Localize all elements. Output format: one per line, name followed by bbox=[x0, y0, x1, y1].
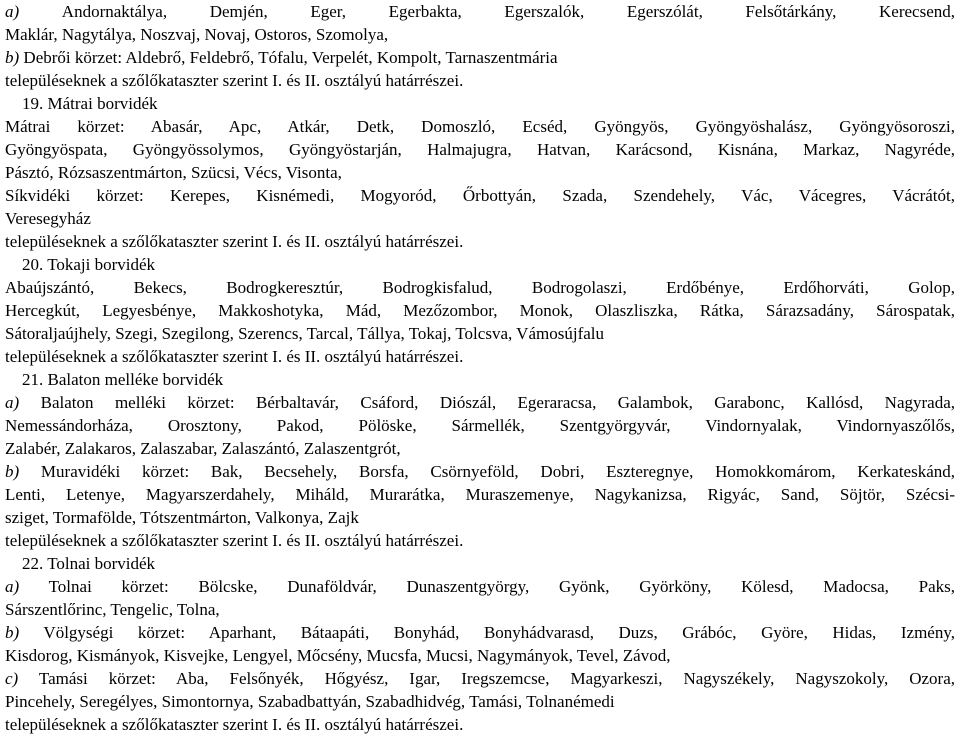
text-line: településeknek a szőlőkataszter szerint I. és II. osztályú határrészei. bbox=[5, 71, 464, 90]
text-line: Sárszentlőrinc, Tengelic, Tolna, bbox=[5, 600, 220, 619]
section-heading: 22. Tolnai borvidék bbox=[22, 554, 156, 573]
text-line: Zalabér, Zalakaros, Zalaszabar, Zalaszántó, Zalaszentgrót, bbox=[5, 439, 401, 458]
text-span: Muravidéki körzet: Bak, Becsehely, Borsfa, Csörnyeföld, Dobri, Eszteregnye, Homokkomárom, Kerkateskánd, bbox=[19, 462, 955, 481]
text-line bbox=[5, 460, 955, 484]
text-span: Andornaktálya, Demjén, Eger, Egerbakta, Egerszalók, Egerszólát, Felsőtárkány, Kerecsend, bbox=[61, 2, 956, 21]
text-line: Mátrai körzet: Abasár, Apc, Atkár, Detk, Domoszló, Ecséd, Gyöngyös, Gyöngyöshalász, Gyöngyösoroszi, bbox=[5, 117, 955, 136]
text-line: Hercegkút, Legyesbénye, Makkoshotyka, Mád, Mezőzombor, Monok, Olaszliszka, Rátka, Sárazsadány, Sárospatak, bbox=[5, 301, 955, 320]
list-marker: b) bbox=[5, 623, 20, 642]
text-line bbox=[5, 46, 955, 70]
text-line bbox=[5, 667, 955, 691]
text-span: Tolnai körzet: Bölcske, Dunaföldvár, Dunaszentgyörgy, Gyönk, Györköny, Kölesd, Madocsa, Paks, bbox=[19, 577, 955, 596]
list-marker: a) bbox=[5, 577, 20, 596]
text-line: településeknek a szőlőkataszter szerint I. és II. osztályú határrészei. bbox=[5, 347, 464, 366]
text-line: Veresegyház bbox=[5, 209, 91, 228]
text-line: Abaújszántó, Bekecs, Bodrogkeresztúr, Bodrogkisfalud, Bodrogolaszi, Erdőbénye, Erdőhorváti, Golop, bbox=[5, 278, 955, 297]
text-line: Pásztó, Rózsaszentmárton, Szücsi, Vécs, Visonta, bbox=[5, 163, 342, 182]
list-marker: a) bbox=[5, 393, 20, 412]
text-span: Debrői körzet: Aldebrő, Feldebrő, Tófalu, Verpelét, Kompolt, Tarnaszentmária bbox=[19, 48, 558, 67]
list-marker: b) bbox=[5, 462, 20, 481]
text-line: településeknek a szőlőkataszter szerint I. és II. osztályú határrészei. bbox=[5, 232, 464, 251]
text-line bbox=[5, 0, 955, 24]
text-line: Maklár, Nagytálya, Noszvaj, Novaj, Ostoros, Szomolya, bbox=[5, 25, 389, 44]
text-span: Tamási körzet: Aba, Felsőnyék, Hőgyész, Igar, Iregszemcse, Magyarkeszi, Nagyszékely, Nagyszokoly, Ozora, bbox=[18, 669, 955, 688]
list-marker: c) bbox=[5, 669, 19, 688]
list-marker: a) bbox=[5, 2, 62, 21]
text-line: településeknek a szőlőkataszter szerint I. és II. osztályú határrészei. bbox=[5, 531, 464, 550]
text-span: Völgységi körzet: Aparhant, Bátaapáti, Bonyhád, Bonyhádvarasd, Duzs, Grábóc, Györe, Hidas, Izmény, bbox=[19, 623, 955, 642]
text-line: Gyöngyöspata, Gyöngyössolymos, Gyöngyöstarján, Halmajugra, Hatvan, Karácsond, Kisnána, Markaz, Nagyréde, bbox=[5, 140, 955, 159]
section-heading: 21. Balaton melléke borvidék bbox=[22, 370, 224, 389]
text-line bbox=[5, 575, 955, 599]
text-line: településeknek a szőlőkataszter szerint I. és II. osztályú határrészei. bbox=[5, 715, 464, 734]
text-line bbox=[5, 621, 955, 645]
list-marker: b) bbox=[5, 48, 20, 67]
text-line: sziget, Tormafölde, Tótszentmárton, Valkonya, Zajk bbox=[5, 508, 359, 527]
text-line: Nemessándorháza, Orosztony, Pakod, Pölöske, Sármellék, Szentgyörgyvár, Vindornyalak, Vindornyaszőlős, bbox=[5, 416, 955, 435]
text-line: Lenti, Letenye, Magyarszerdahely, Miháld, Murarátka, Muraszemenye, Nagykanizsa, Rigyác, Sand, Söjtör, Szécsi- bbox=[5, 485, 955, 504]
text-line: Pincehely, Seregélyes, Simontornya, Szabadbattyán, Szabadhidvég, Tamási, Tolnanémedi bbox=[5, 692, 615, 711]
text-line: Sátoraljaújhely, Szegi, Szegilong, Szerencs, Tarcal, Tállya, Tokaj, Tolcsva, Vámosújfalu bbox=[5, 324, 604, 343]
text-line: Síkvidéki körzet: Kerepes, Kisnémedi, Mogyoród, Őrbottyán, Szada, Szendehely, Vác, Vácegres, Vácrátót, bbox=[5, 186, 955, 205]
text-line: Kisdorog, Kismányok, Kisvejke, Lengyel, Mőcsény, Mucsfa, Mucsi, Nagymányok, Tevel, Závod, bbox=[5, 646, 671, 665]
section-heading: 20. Tokaji borvidék bbox=[22, 255, 156, 274]
text-line bbox=[5, 391, 955, 415]
section-heading: 19. Mátrai borvidék bbox=[22, 94, 158, 113]
text-span: Balaton melléki körzet: Bérbaltavár, Csáford, Diószál, Egeraracsa, Galambok, Garabonc, Kallósd, Nagyrada, bbox=[19, 393, 955, 412]
